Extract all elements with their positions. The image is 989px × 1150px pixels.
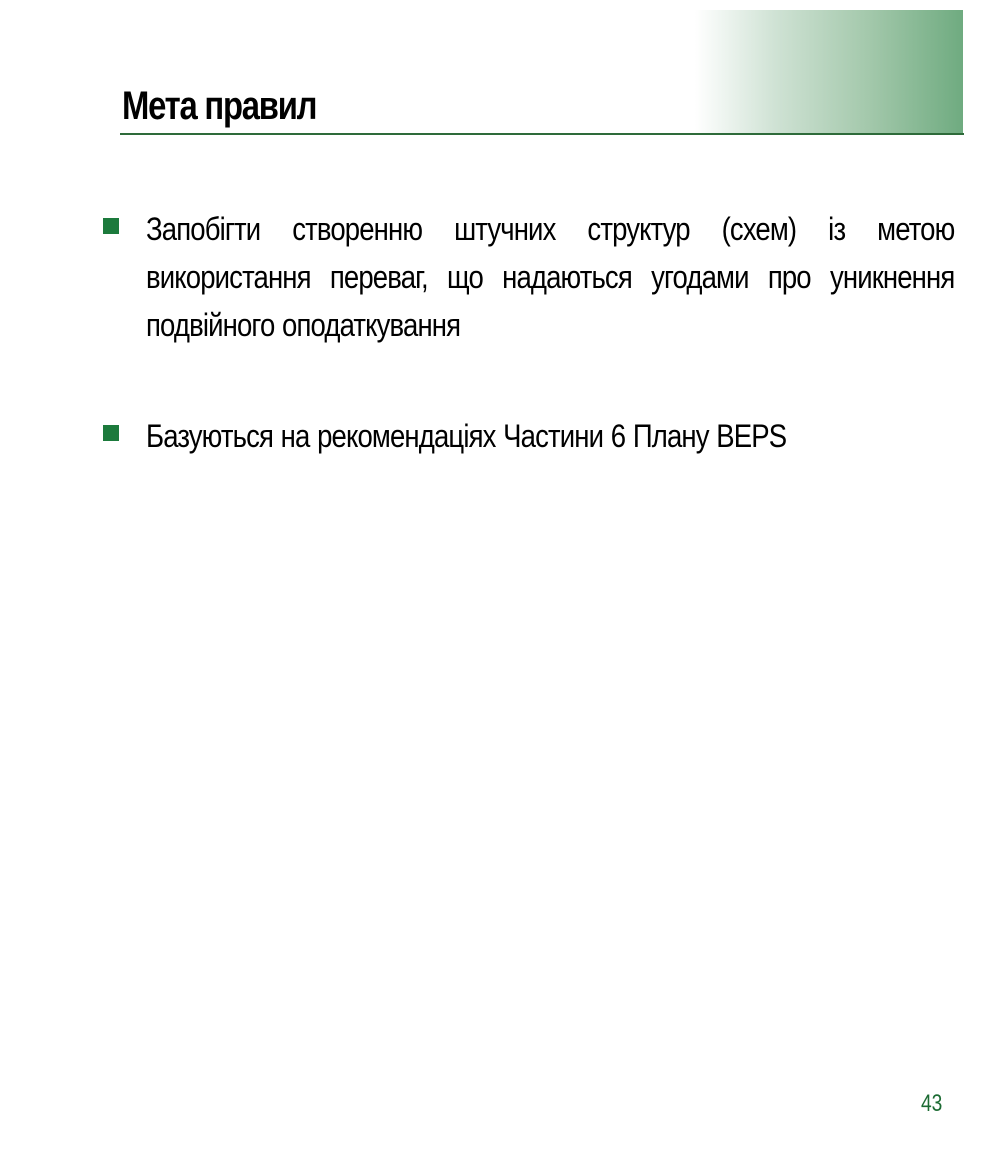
bullet-square-icon: [103, 425, 119, 441]
title-underline: [120, 133, 964, 135]
bullet-text: Запобігти створенню штучних структур (схем) із метою використання переваг, що надаються угодами про уникнення подвійного оподаткування: [146, 211, 955, 343]
slide-title: Мета правил: [122, 84, 317, 128]
bullet-square-icon: [103, 218, 119, 234]
bullet-text: Базуються на рекомендаціях Частини 6 Плану BEPS: [146, 418, 787, 454]
bullet-text-wrapper: [146, 205, 954, 355]
page-number: 43: [921, 1090, 943, 1117]
bullet-text-wrapper: [146, 412, 954, 462]
header-gradient-decoration: [695, 10, 963, 134]
